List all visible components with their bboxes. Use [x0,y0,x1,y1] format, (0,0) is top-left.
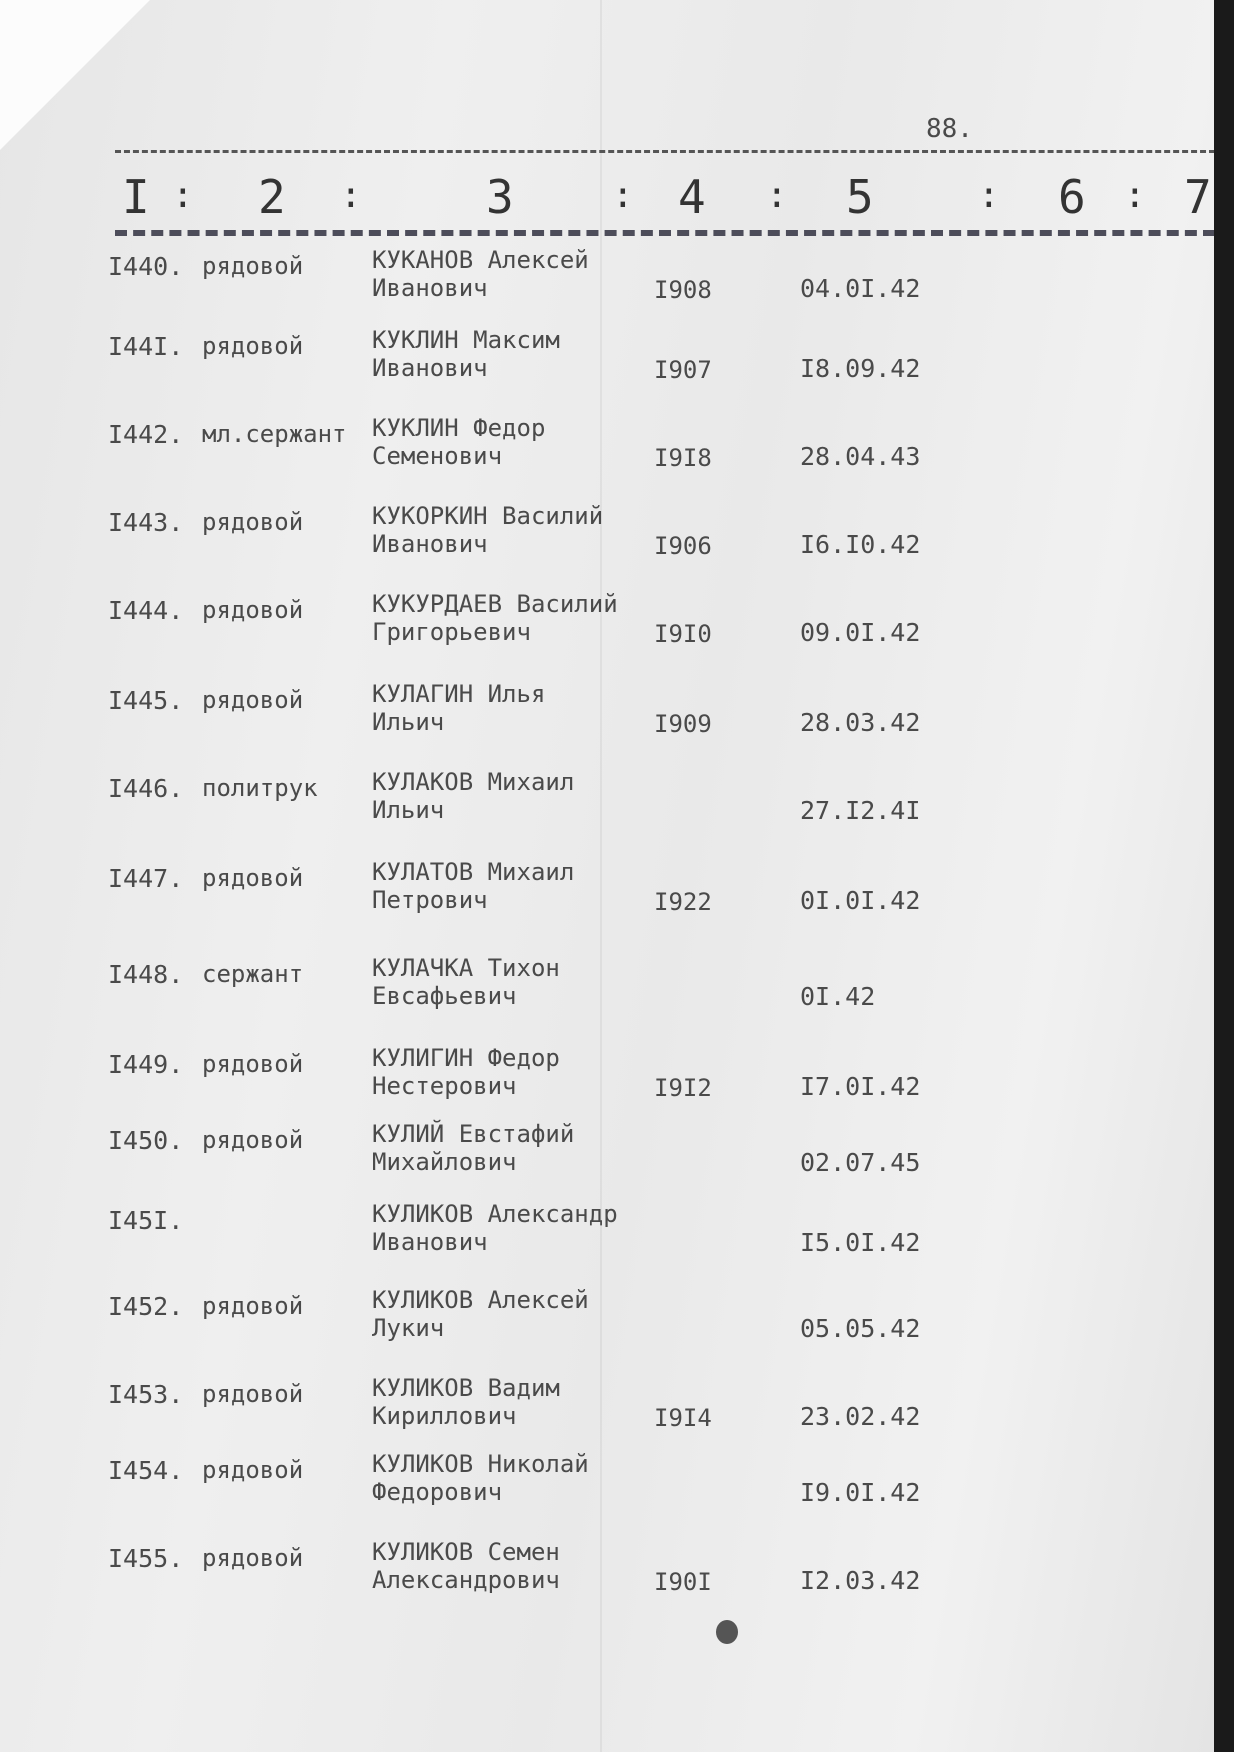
table-row [0,246,1214,332]
record-number: I447. [108,864,184,893]
record-number: I455. [108,1544,184,1573]
table-row [0,414,1214,500]
table-row [0,326,1214,412]
rank: рядовой [202,1050,304,1078]
patronymic: Нестерович [372,1072,517,1100]
rank: рядовой [202,332,304,360]
record-number: I452. [108,1292,184,1321]
page-number: 88. [926,114,973,144]
patronymic: Петрович [372,886,488,914]
column-separator: : [612,175,634,216]
record-number: I454. [108,1456,184,1485]
patronymic: Иванович [372,530,488,558]
column-header-4: 4 [678,170,706,224]
rank: рядовой [202,1292,304,1320]
table-row [0,768,1214,854]
column-separator: : [978,175,1000,216]
record-number: I443. [108,508,184,537]
patronymic: Михайлович [372,1148,517,1176]
column-separator: : [340,175,362,216]
patronymic: Кириллович [372,1402,517,1430]
column-separator: : [766,175,788,216]
patronymic: Ильич [372,796,445,824]
surname-given-name: КУЛАКОВ Михаил [372,768,575,796]
record-number: I450. [108,1126,184,1155]
table-row [0,590,1214,676]
table-row [0,1538,1214,1624]
table-row [0,954,1214,1040]
table-row [0,1120,1214,1206]
surname-given-name: КУЛИКОВ Николай [372,1450,589,1478]
record-number: I448. [108,960,184,989]
surname-given-name: КУЛАТОВ Михаил [372,858,575,886]
date: 0I.0I.42 [800,886,921,915]
record-number: I442. [108,420,184,449]
rank: рядовой [202,596,304,624]
patronymic: Григорьевич [372,618,531,646]
rank: рядовой [202,1544,304,1572]
table-row [0,1374,1214,1460]
column-header-6: 6 [1058,170,1086,224]
surname-given-name: КУЛИКОВ Алексей [372,1286,589,1314]
surname-given-name: КУЛАГИН Илья [372,680,546,708]
date: 27.I2.4I [800,796,921,825]
column-header-7: 7 [1184,170,1212,224]
record-number: I449. [108,1050,184,1079]
record-number: I45I. [108,1206,184,1235]
date: 23.02.42 [800,1402,921,1431]
folded-corner [0,0,150,150]
column-header-3: 3 [486,170,514,224]
date: 0I.42 [800,982,876,1011]
birth-year: I909 [654,710,712,738]
surname-given-name: КУКАНОВ Алексей [372,246,589,274]
table-row [0,502,1214,588]
surname-given-name: КУЛИЙ Евстафий [372,1120,575,1148]
rank: мл.сержант [202,420,347,448]
birth-year: I9I8 [654,444,712,472]
ink-blot [716,1620,738,1644]
rank: рядовой [202,1456,304,1484]
record-number: I440. [108,252,184,281]
date: I9.0I.42 [800,1478,921,1507]
date: 28.04.43 [800,442,921,471]
surname-given-name: КУЛИКОВ Вадим [372,1374,560,1402]
column-separator: : [172,175,194,216]
patronymic: Евсафьевич [372,982,517,1010]
table-row [0,1450,1214,1536]
column-header-5: 5 [846,170,874,224]
birth-year: I9I4 [654,1404,712,1432]
birth-year: I906 [654,532,712,560]
patronymic: Федорович [372,1478,503,1506]
date: 04.0I.42 [800,274,921,303]
header-top-rule [115,150,1214,153]
surname-given-name: КУЛИГИН Федор [372,1044,560,1072]
surname-given-name: КУКЛИН Федор [372,414,546,442]
birth-year: I90I [654,1568,712,1596]
birth-year: I9I2 [654,1074,712,1102]
patronymic: Иванович [372,354,488,382]
record-number: I446. [108,774,184,803]
rank: рядовой [202,686,304,714]
patronymic: Александрович [372,1566,560,1594]
surname-given-name: КУКЛИН Максим [372,326,560,354]
column-header-2: 2 [258,170,286,224]
rank: рядовой [202,508,304,536]
rank: рядовой [202,1380,304,1408]
patronymic: Лукич [372,1314,445,1342]
date: I5.0I.42 [800,1228,921,1257]
date: I8.09.42 [800,354,921,383]
table-row [0,1286,1214,1372]
patronymic: Иванович [372,274,488,302]
surname-given-name: КУЛИКОВ Александр [372,1200,618,1228]
surname-given-name: КУКУРДАЕВ Василий [372,590,618,618]
rank: рядовой [202,1126,304,1154]
surname-given-name: КУКОРКИН Василий [372,502,604,530]
record-number: I44I. [108,332,184,361]
rank: политрук [202,774,318,802]
record-number: I444. [108,596,184,625]
table-row [0,1044,1214,1130]
date: I7.0I.42 [800,1072,921,1101]
record-number: I453. [108,1380,184,1409]
table-row [0,680,1214,766]
column-header-1: I [122,170,150,224]
birth-year: I908 [654,276,712,304]
date: 28.03.42 [800,708,921,737]
birth-year: I907 [654,356,712,384]
date: 09.0I.42 [800,618,921,647]
surname-given-name: КУЛИКОВ Семен [372,1538,560,1566]
date: 05.05.42 [800,1314,921,1343]
rank: рядовой [202,864,304,892]
header-bottom-rule [115,230,1214,236]
birth-year: I922 [654,888,712,916]
patronymic: Семенович [372,442,503,470]
column-separator: : [1124,175,1146,216]
date: I6.I0.42 [800,530,921,559]
birth-year: I9I0 [654,620,712,648]
rank: рядовой [202,252,304,280]
patronymic: Иванович [372,1228,488,1256]
surname-given-name: КУЛАЧКА Тихон [372,954,560,982]
rank: сержант [202,960,304,988]
table-row [0,858,1214,944]
record-number: I445. [108,686,184,715]
date: 02.07.45 [800,1148,921,1177]
table-row [0,1200,1214,1286]
date: I2.03.42 [800,1566,921,1595]
patronymic: Ильич [372,708,445,736]
